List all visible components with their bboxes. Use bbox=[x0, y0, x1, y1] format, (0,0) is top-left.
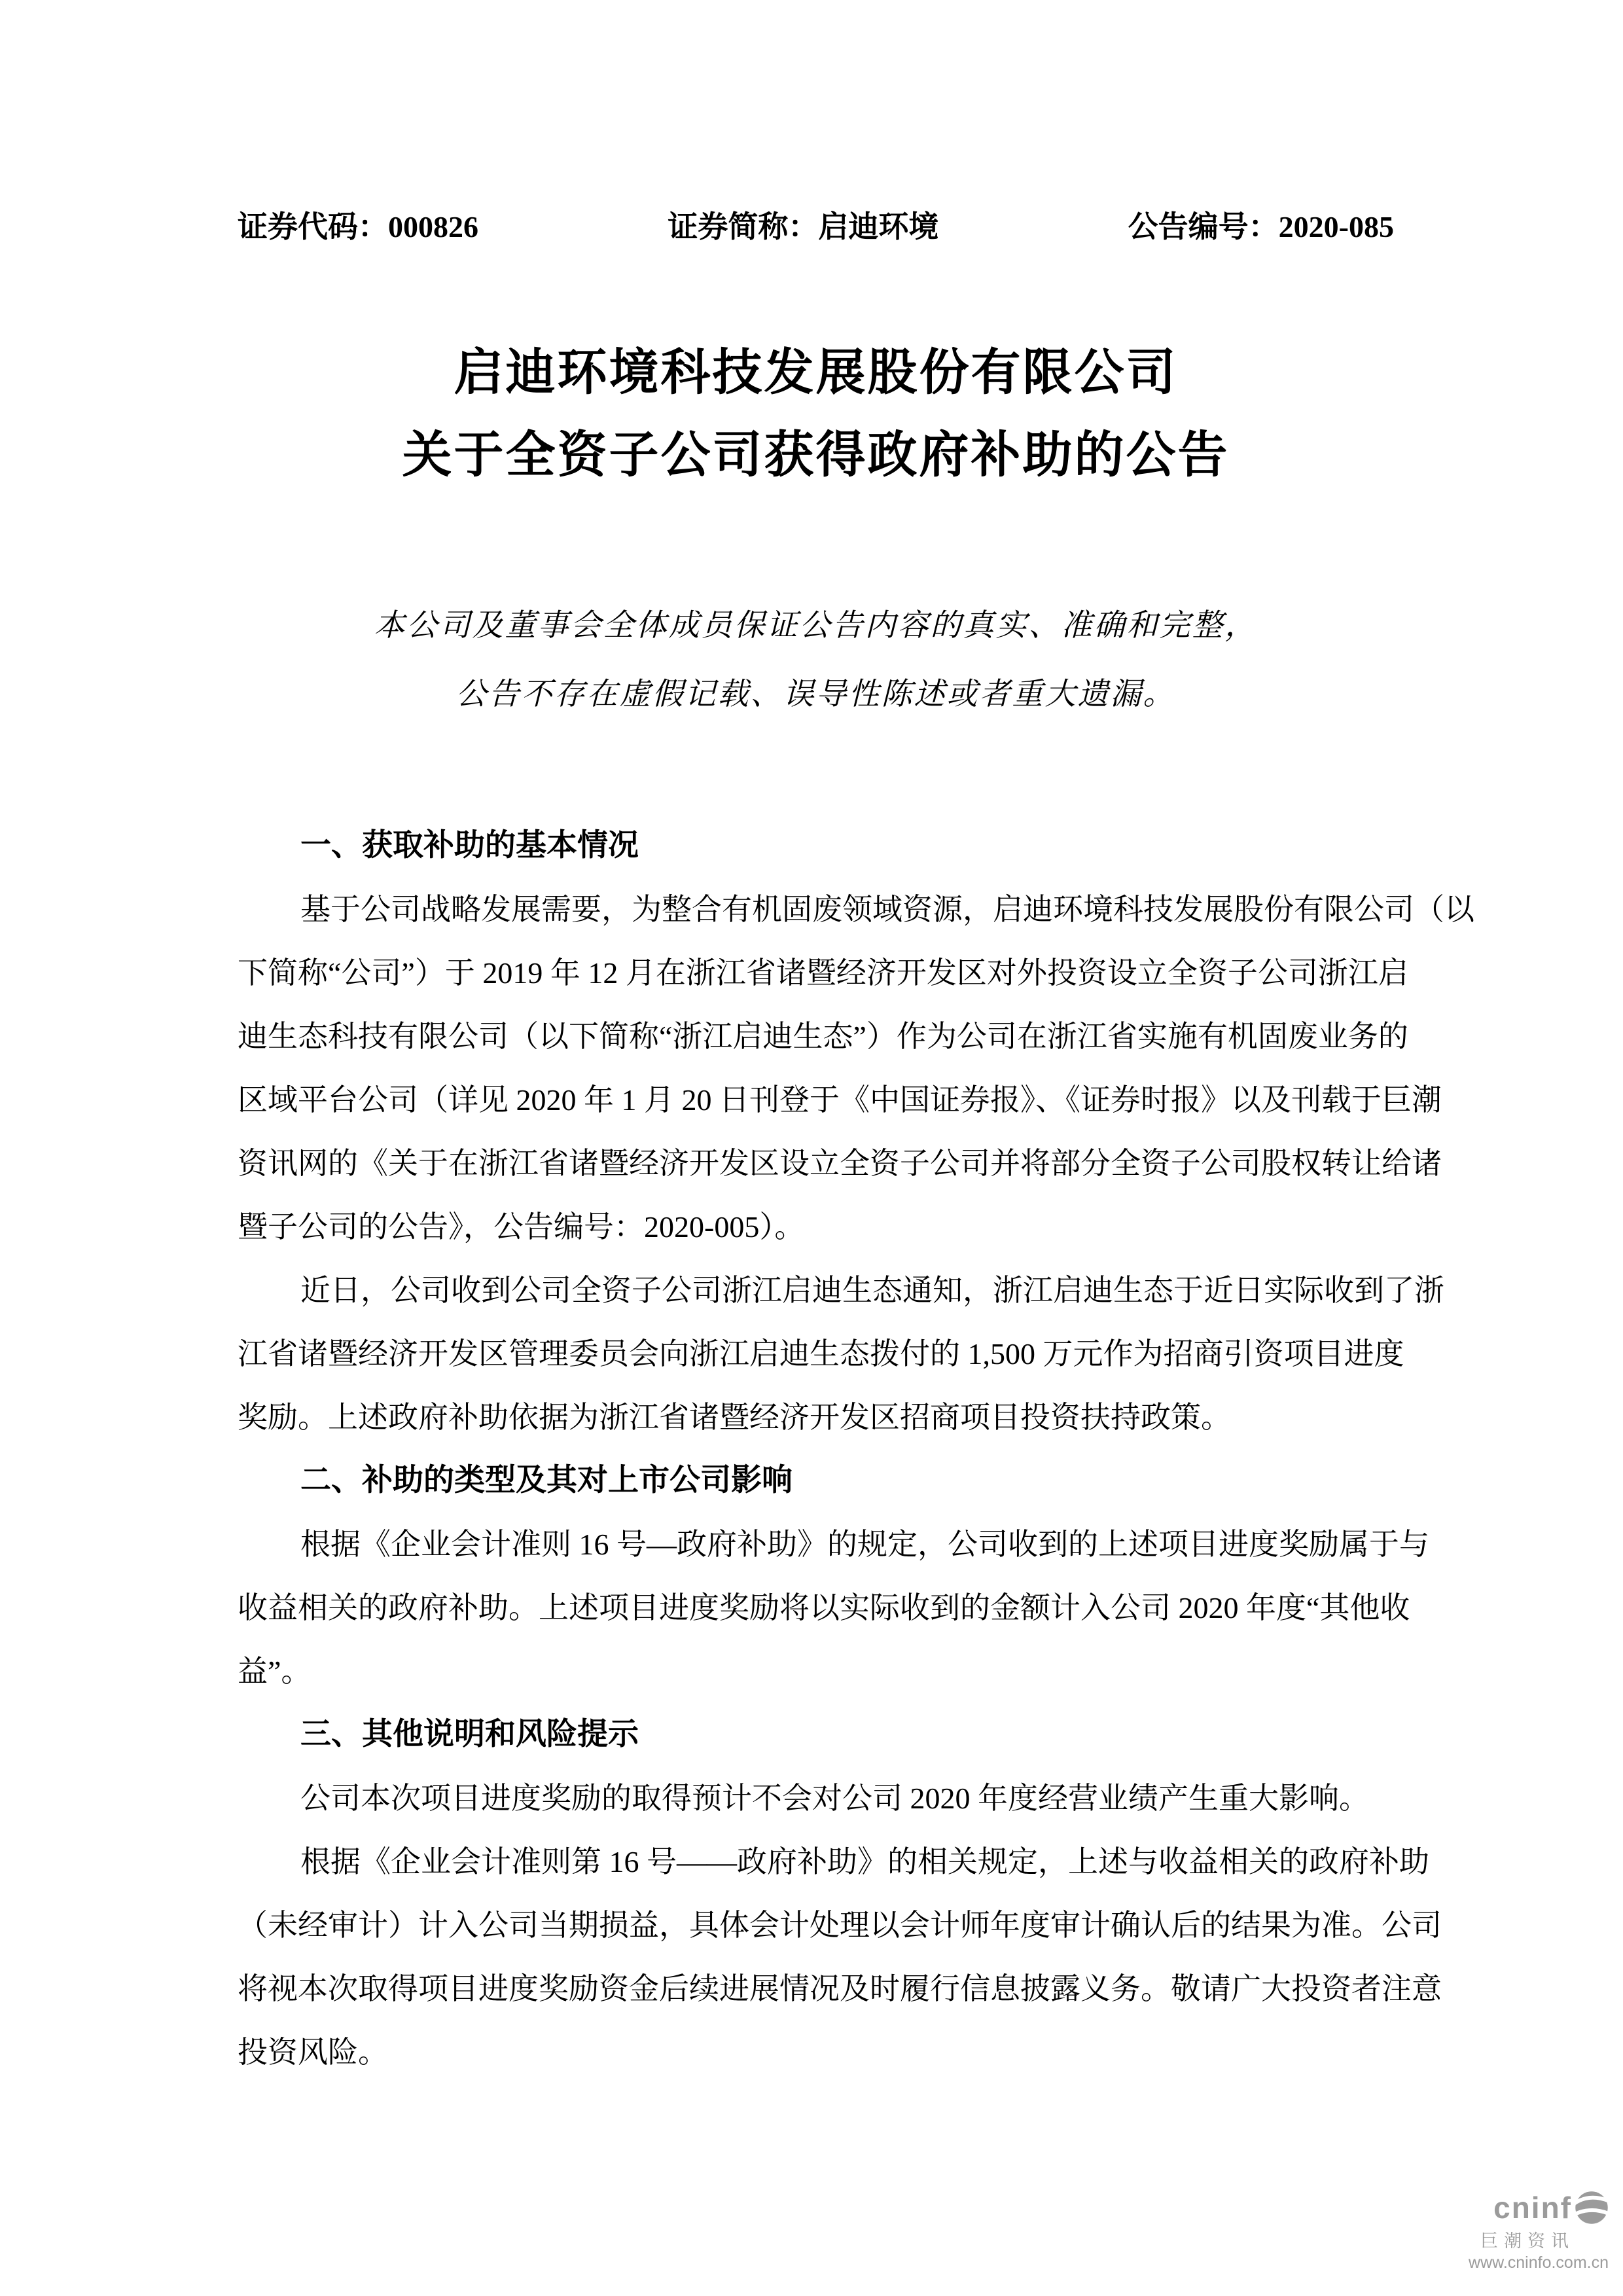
cninfo-logo-top bbox=[1469, 2190, 1609, 2225]
paragraph-line: 根据《企业会计准则第 16 号——政府补助》的相关规定，上述与收益相关的政府补助 bbox=[300, 1845, 1429, 1878]
cninfo-swirl-icon bbox=[1575, 2191, 1609, 2225]
paragraph-line: 江省诸暨经济开发区管理委员会向浙江启迪生态拨付的 1,500 万元作为招商引资项目进度 bbox=[238, 1337, 1404, 1371]
stock-code: 证券代码：000826 bbox=[238, 210, 478, 243]
paragraph-line: 资讯网的《关于在浙江省诸暨经济开发区设立全资子公司并将部分全资子公司股权转让给诸 bbox=[238, 1147, 1442, 1180]
cninfo-url: www.cninfo.com.cn bbox=[1469, 2253, 1609, 2272]
paragraph-line: 将视本次取得项目进度奖励资金后续进展情况及时履行信息披露义务。敬请广大投资者注意 bbox=[238, 1972, 1442, 2005]
paragraph-line: 下简称“公司”）于 2019 年 12 月在浙江省诸暨经济开发区对外投资设立全资子公司浙江启 bbox=[238, 956, 1408, 990]
paragraph-line: 根据《企业会计准则 16 号—政府补助》的规定，公司收到的上述项目进度奖励属于与 bbox=[300, 1528, 1429, 1561]
section-heading: 二、补助的类型及其对上市公司影响 bbox=[300, 1463, 793, 1498]
section-heading: 一、获取补助的基本情况 bbox=[300, 829, 639, 863]
paragraph-line: 奖励。上述政府补助依据为浙江省诸暨经济开发区招商项目投资扶持政策。 bbox=[238, 1401, 1231, 1434]
paragraph-line: 公司本次项目进度奖励的取得预计不会对公司 2020 年度经营业绩产生重大影响。 bbox=[300, 1782, 1369, 1815]
paragraph-line: 收益相关的政府补助。上述项目进度奖励将以实际收到的金额计入公司 2020 年度“其他收 bbox=[238, 1591, 1410, 1624]
cninfo-logo bbox=[1469, 2190, 1609, 2272]
cninfo-name-cn: 巨潮资讯 bbox=[1480, 2231, 1575, 2251]
document-content bbox=[0, 211, 1623, 2084]
announcement-number: 公告编号：2020-085 bbox=[1128, 210, 1394, 243]
paragraph-line: （未经审计）计入公司当期损益，具体会计处理以会计师年度审计确认后的结果为准。公司 bbox=[238, 1909, 1442, 1942]
cninfo-brand-text: cninf bbox=[1493, 2191, 1572, 2225]
paragraph-line: 近日，公司收到公司全资子公司浙江启迪生态通知，浙江启迪生态于近日实际收到了浙 bbox=[300, 1274, 1444, 1307]
disclaimer-line-2: 公告不存在虚假记载、误导性陈述或者重大遗漏。 bbox=[455, 677, 1176, 711]
section-heading: 三、其他说明和风险提示 bbox=[300, 1717, 639, 1751]
document-body bbox=[238, 814, 1474, 2084]
disclaimer-block bbox=[238, 592, 1394, 729]
paragraph-line: 暨子公司的公告》，公告编号：2020-005）。 bbox=[238, 1210, 805, 1244]
paragraph-line: 基于公司战略发展需要，为整合有机固废领域资源，启迪环境科技发展股份有限公司（以 bbox=[300, 893, 1474, 926]
paragraph-line: 益”。 bbox=[238, 1655, 312, 1688]
paragraph-line: 区域平台公司（详见 2020 年 1 月 20 日刊登于《中国证券报》、《证券时报》以及刊载于巨潮 bbox=[238, 1083, 1442, 1117]
disclaimer-line-1: 本公司及董事会全体成员保证公告内容的真实、准确和完整， bbox=[374, 609, 1258, 643]
document-header bbox=[238, 211, 1394, 243]
stock-name: 证券简称：启迪环境 bbox=[668, 210, 939, 243]
paragraph-line: 投资风险。 bbox=[238, 2036, 388, 2069]
company-title: 启迪环境科技发展股份有限公司 bbox=[454, 346, 1178, 401]
announcement-title: 关于全资子公司获得政府补助的公告 bbox=[402, 428, 1230, 483]
paragraph-line: 迪生态科技有限公司（以下简称“浙江启迪生态”）作为公司在浙江省实施有机固废业务的 bbox=[238, 1020, 1408, 1053]
